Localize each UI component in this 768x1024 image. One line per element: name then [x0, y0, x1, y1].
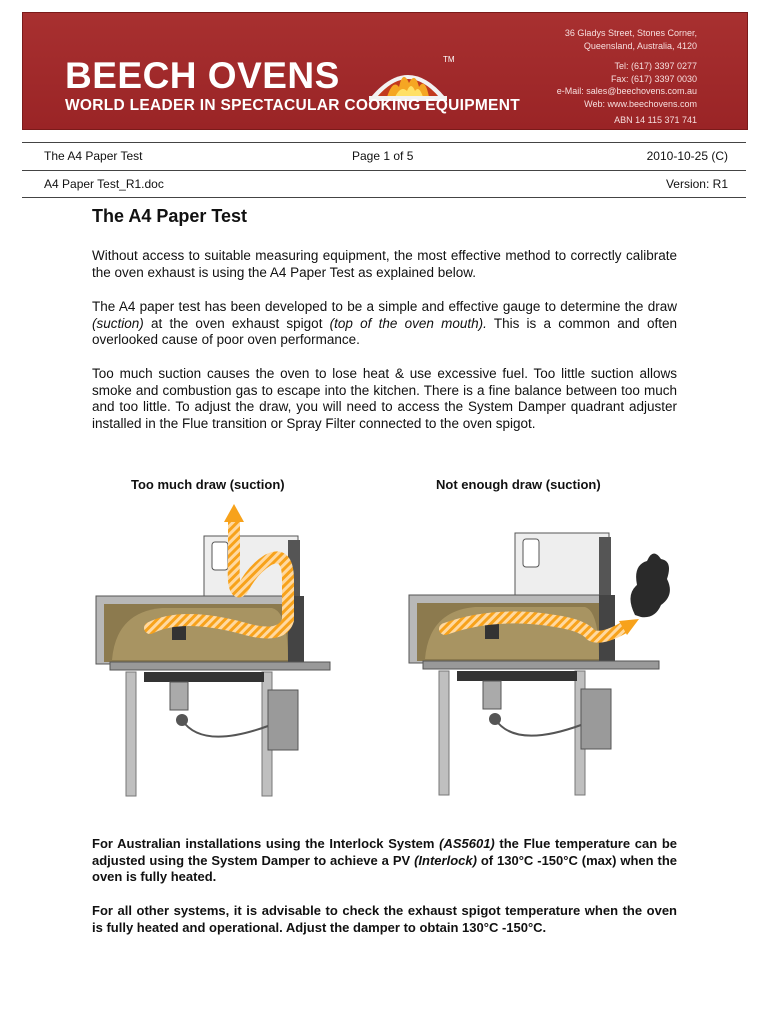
- oven-diagram-too-much-draw: [92, 500, 342, 800]
- divider: [22, 170, 746, 171]
- fax: Fax: (617) 3397 0030: [610, 73, 697, 84]
- brand-name: BEECH OVENS: [65, 55, 340, 96]
- paragraph-australian-installations: For Australian installations using the Interlock System (AS5601) the Flue temperature can be adjusted using the System Damper to achieve a PV (Interlock) of 130°C -150°C (max) when the oven is fully heated.: [92, 836, 677, 885]
- doc-title: The A4 Paper Test: [44, 149, 143, 163]
- caption-not-enough-draw: Not enough draw (suction): [436, 477, 601, 492]
- paragraph-intro: Without access to suitable measuring equipment, the most effective method to correctly calibrate the oven exhaust is using the A4 Paper Test as explained below.: [92, 248, 677, 280]
- web: Web: www.beechovens.com: [584, 98, 697, 109]
- email: e-Mail: sales@beechovens.com.au: [556, 86, 697, 96]
- doc-date: 2010-10-25 (C): [646, 149, 728, 163]
- paragraph-suction: Too much suction causes the oven to lose heat & use excessive fuel. Too little suction allows smoke and combustion gas to escape into the kitchen. There is a fine balance between too much and too little. To adjust the draw, you will need to access the System Damper quadrant adjuster installed in the Flue transition or Spray Filter connected to the oven spigot.: [92, 366, 677, 431]
- oven-diagram-not-enough-draw: [405, 525, 675, 800]
- company-banner: [22, 12, 748, 130]
- doc-version: Version: R1: [665, 177, 728, 191]
- page-title: The A4 Paper Test: [92, 206, 248, 226]
- address-line-1: 36 Gladys Street, Stones Corner,: [564, 28, 697, 38]
- trademark: TM: [443, 55, 455, 64]
- contact-block: [557, 27, 697, 127]
- paragraph-a4-test: The A4 paper test has been developed to be a simple and effective gauge to determine the draw (suction) at the oven exhaust spigot (top of the oven mouth). This is a common and often overlooked cause of poor oven performance.: [92, 299, 677, 348]
- tagline: WORLD LEADER IN SPECTACULAR COOKING EQUIPMENT: [65, 97, 520, 114]
- divider: [22, 197, 746, 198]
- paragraph-other-systems: For all other systems, it is advisable to check the exhaust spigot temperature when the oven is fully heated and operational. Adjust the damper to obtain 130°C -150°C.: [92, 903, 677, 935]
- doc-filename: A4 Paper Test_R1.doc: [44, 177, 164, 191]
- divider: [22, 142, 746, 143]
- address-line-2: Queensland, Australia, 4120: [583, 40, 697, 51]
- abn: ABN 14 115 371 741: [614, 115, 697, 125]
- page-number: Page 1 of 5: [352, 149, 414, 163]
- caption-too-much-draw: Too much draw (suction): [131, 477, 285, 492]
- tel: Tel: (617) 3397 0277: [614, 61, 697, 71]
